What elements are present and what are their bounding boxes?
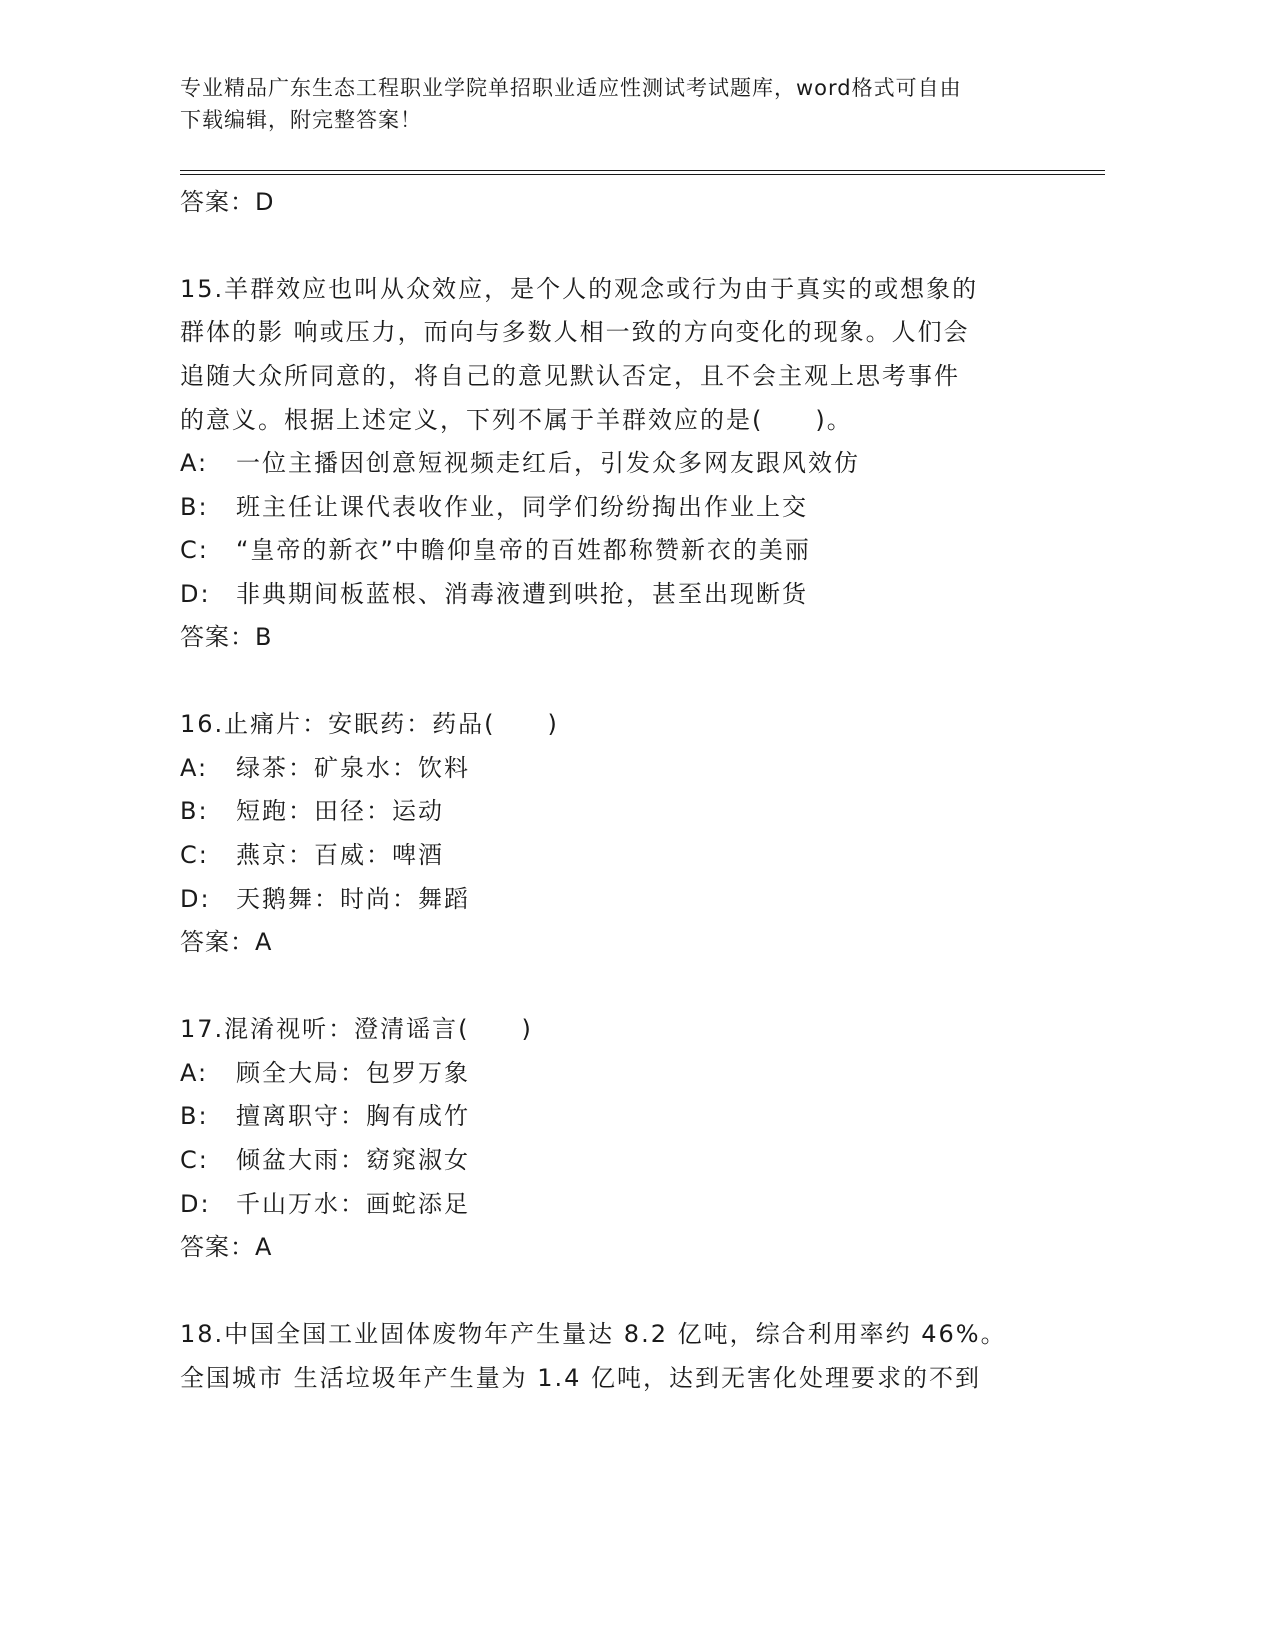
option-label: A: xyxy=(180,449,209,477)
option-label: A: xyxy=(180,754,209,782)
question-15-line-2: 群体的影 响或压力，而向与多数人相一致的方向变化的现象。人们会 xyxy=(180,318,970,346)
option-label: C: xyxy=(180,841,209,869)
header-rule-bottom xyxy=(180,174,1105,175)
question-16-option-d xyxy=(180,883,470,915)
option-text: 千山万水：画蛇添足 xyxy=(236,1190,470,1218)
question-16-option-c xyxy=(180,839,444,871)
document-header: 专业精品广东生态工程职业学院单招职业适应性测试考试题库，word格式可自由 下载编辑，附完整答案！ xyxy=(180,76,962,132)
option-text: 非典期间板蓝根、消毒液遭到哄抢，甚至出现断货 xyxy=(236,580,808,608)
option-label: A: xyxy=(180,1059,209,1087)
question-15-line-4: 的意义。根据上述定义，下列不属于羊群效应的是( )。 xyxy=(180,406,853,434)
option-text: 擅离职守：胸有成竹 xyxy=(236,1102,470,1130)
question-16-line-1: 16.止痛片：安眠药：药品( ) xyxy=(180,710,559,738)
option-text: 天鹅舞：时尚：舞蹈 xyxy=(236,885,470,913)
question-16-answer: 答案：A xyxy=(180,928,273,956)
option-text: 绿茶：矿泉水：饮料 xyxy=(236,754,470,782)
question-17-option-a xyxy=(180,1057,470,1089)
option-label: B: xyxy=(180,1102,209,1130)
option-text: 一位主播因创意短视频走红后，引发众多网友跟风效仿 xyxy=(236,449,860,477)
option-label: B: xyxy=(180,493,209,521)
question-18-line-2: 全国城市 生活垃圾年产生量为 1.4 亿吨，达到无害化处理要求的不到 xyxy=(180,1364,982,1392)
question-17-option-c xyxy=(180,1144,470,1176)
question-15-answer: 答案：B xyxy=(180,623,273,651)
option-text: 短跑：田径：运动 xyxy=(236,797,444,825)
question-18-line-1: 18.中国全国工业固体废物年产生量达 8.2 亿吨，综合利用率约 46%。 xyxy=(180,1320,1007,1348)
option-text: 顾全大局：包罗万象 xyxy=(236,1059,470,1087)
option-label: C: xyxy=(180,536,209,564)
option-label: D: xyxy=(180,885,211,913)
question-17-option-b xyxy=(180,1100,470,1132)
question-16-option-a xyxy=(180,752,470,784)
question-15-option-d xyxy=(180,578,808,610)
question-17-option-d xyxy=(180,1188,470,1220)
option-text: “皇帝的新衣”中瞻仰皇帝的百姓都称赞新衣的美丽 xyxy=(236,536,811,564)
option-label: D: xyxy=(180,580,211,608)
question-17-answer: 答案：A xyxy=(180,1233,273,1261)
option-label: B: xyxy=(180,797,209,825)
question-16-option-b xyxy=(180,795,444,827)
option-text: 倾盆大雨：窈窕淑女 xyxy=(236,1146,470,1174)
option-label: D: xyxy=(180,1190,211,1218)
header-rule-top xyxy=(180,170,1105,171)
option-label: C: xyxy=(180,1146,209,1174)
question-15-line-1: 15.羊群效应也叫从众效应，是个人的观念或行为由于真实的或想象的 xyxy=(180,275,979,303)
previous-answer: 答案：D xyxy=(180,188,275,216)
option-text: 班主任让课代表收作业，同学们纷纷掏出作业上交 xyxy=(236,493,808,521)
question-15-option-b xyxy=(180,491,808,523)
question-15-option-a xyxy=(180,447,860,479)
question-15-option-c xyxy=(180,534,811,566)
question-15-line-3: 追随大众所同意的，将自己的意见默认否定，且不会主观上思考事件 xyxy=(180,362,960,390)
question-17-line-1: 17.混淆视听：澄清谣言( ) xyxy=(180,1015,533,1043)
option-text: 燕京：百威：啤酒 xyxy=(236,841,444,869)
